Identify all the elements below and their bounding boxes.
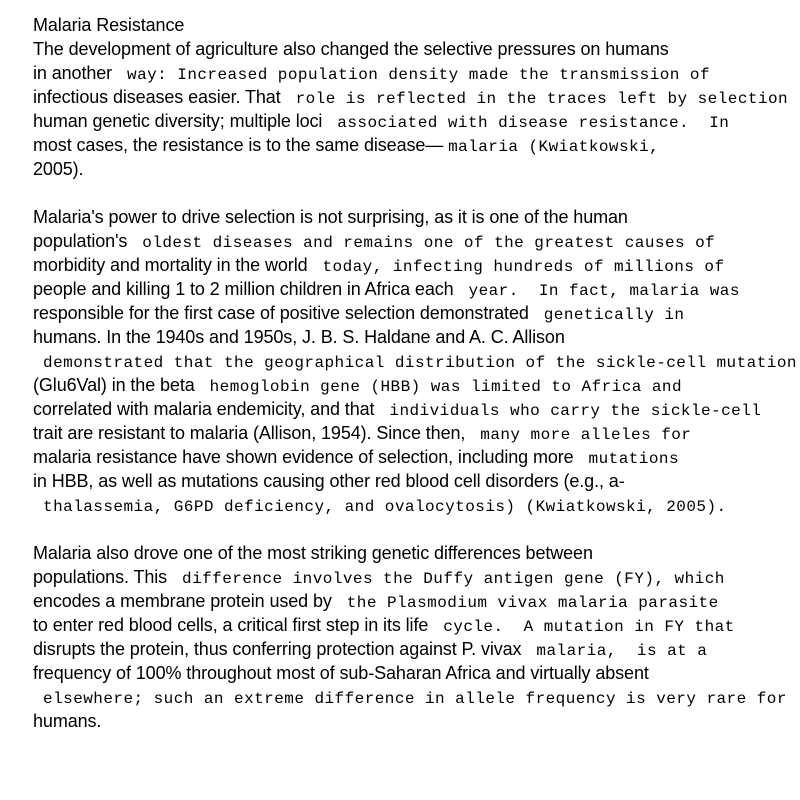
text-segment: today, infecting hundreds of millions of	[312, 258, 725, 276]
text-segment: role is reflected in the traces left by selection	[285, 90, 789, 108]
text-segment: difference involves the Duffy antigen gene (FY), which	[171, 570, 725, 588]
text-segment: individuals who carry the sickle-cell	[379, 402, 762, 420]
text-segment: malaria (Kwiatkowski,	[448, 138, 660, 156]
paragraph-gap	[33, 517, 800, 541]
text-segment: to enter red blood cells, a critical first step in its life	[33, 615, 434, 635]
document-body	[33, 37, 800, 733]
text-segment: Malaria also drove one of the most striking genetic differences between	[33, 543, 593, 563]
text-segment: oldest diseases and remains one of the greatest causes of	[132, 234, 716, 252]
text-segment: people and killing 1 to 2 million children in Africa each	[33, 279, 459, 299]
paragraph	[33, 37, 800, 181]
text-segment: most cases, the resistance is to the same disease—	[33, 135, 449, 155]
text-line	[33, 157, 800, 181]
text-segment: 2005).	[33, 159, 84, 179]
text-line	[33, 301, 800, 325]
text-line	[33, 229, 800, 253]
text-line	[33, 493, 800, 517]
document-page	[33, 13, 800, 733]
text-line	[33, 85, 800, 109]
document-title: Malaria Resistance	[33, 15, 185, 35]
paragraph-gap	[33, 181, 800, 205]
text-line	[33, 565, 800, 589]
text-segment: the Plasmodium vivax malaria parasite	[336, 594, 719, 612]
text-line	[33, 133, 800, 157]
text-segment: associated with disease resistance. In	[327, 114, 730, 132]
text-segment: way: Increased population density made the transmission of	[116, 66, 711, 84]
text-line	[33, 109, 800, 133]
text-line	[33, 709, 800, 733]
text-segment: elsewhere; such an extreme difference in allele frequency is very rare for	[33, 690, 787, 708]
text-line	[33, 325, 800, 349]
text-segment: responsible for the first case of positive selection demonstrated	[33, 303, 534, 323]
text-segment: The development of agriculture also changed the selective pressures on humans	[33, 39, 669, 59]
text-line	[33, 349, 800, 373]
text-segment: population's	[33, 231, 133, 251]
text-segment: populations. This	[33, 567, 172, 587]
text-line	[33, 613, 800, 637]
text-segment: mutations	[578, 450, 680, 468]
text-segment: humans.	[33, 711, 102, 731]
text-line	[33, 445, 800, 469]
text-segment: in another	[33, 63, 117, 83]
text-segment: encodes a membrane protein used by	[33, 591, 337, 611]
text-segment: many more alleles for	[470, 426, 692, 444]
text-line	[33, 589, 800, 613]
text-line	[33, 661, 800, 685]
text-segment: hemoglobin gene (HBB) was limited to Africa and	[199, 378, 683, 396]
text-segment: malaria, is at a	[526, 642, 708, 660]
text-segment: humans. In the 1940s and 1950s, J. B. S. Haldane and A. C. Allison	[33, 327, 565, 347]
text-segment: trait are resistant to malaria (Allison, 1954). Since then,	[33, 423, 471, 443]
text-line	[33, 421, 800, 445]
text-line	[33, 469, 800, 493]
text-segment: genetically in	[533, 306, 685, 324]
text-line	[33, 637, 800, 661]
text-segment: thalassemia, G6PD deficiency, and ovalocytosis) (Kwiatkowski, 2005).	[33, 498, 727, 516]
text-line	[33, 397, 800, 421]
text-segment: correlated with malaria endemicity, and that	[33, 399, 380, 419]
text-line	[33, 685, 800, 709]
text-line	[33, 205, 800, 229]
paragraph	[33, 541, 800, 733]
text-segment: disrupts the protein, thus conferring protection against P. vivax	[33, 639, 527, 659]
text-segment: demonstrated that the geographical distribution of the sickle-cell mutation	[33, 354, 797, 372]
text-segment: (Glu6Val) in the beta	[33, 375, 200, 395]
text-line	[33, 541, 800, 565]
text-line	[33, 253, 800, 277]
paragraph	[33, 205, 800, 517]
text-segment: year. In fact, malaria was	[458, 282, 740, 300]
text-line	[33, 61, 800, 85]
text-segment: morbidity and mortality in the world	[33, 255, 313, 275]
text-segment: frequency of 100% throughout most of sub-Saharan Africa and virtually absent	[33, 663, 649, 683]
text-segment: malaria resistance have shown evidence of selection, including more	[33, 447, 579, 467]
text-line	[33, 277, 800, 301]
text-segment: infectious diseases easier. That	[33, 87, 286, 107]
text-segment: Malaria's power to drive selection is not surprising, as it is one of the human	[33, 207, 628, 227]
text-line	[33, 373, 800, 397]
text-line	[33, 37, 800, 61]
text-segment: in HBB, as well as mutations causing other red blood cell disorders (e.g., a-	[33, 471, 625, 491]
text-segment: cycle. A mutation in FY that	[433, 618, 735, 636]
text-segment: human genetic diversity; multiple loci	[33, 111, 328, 131]
